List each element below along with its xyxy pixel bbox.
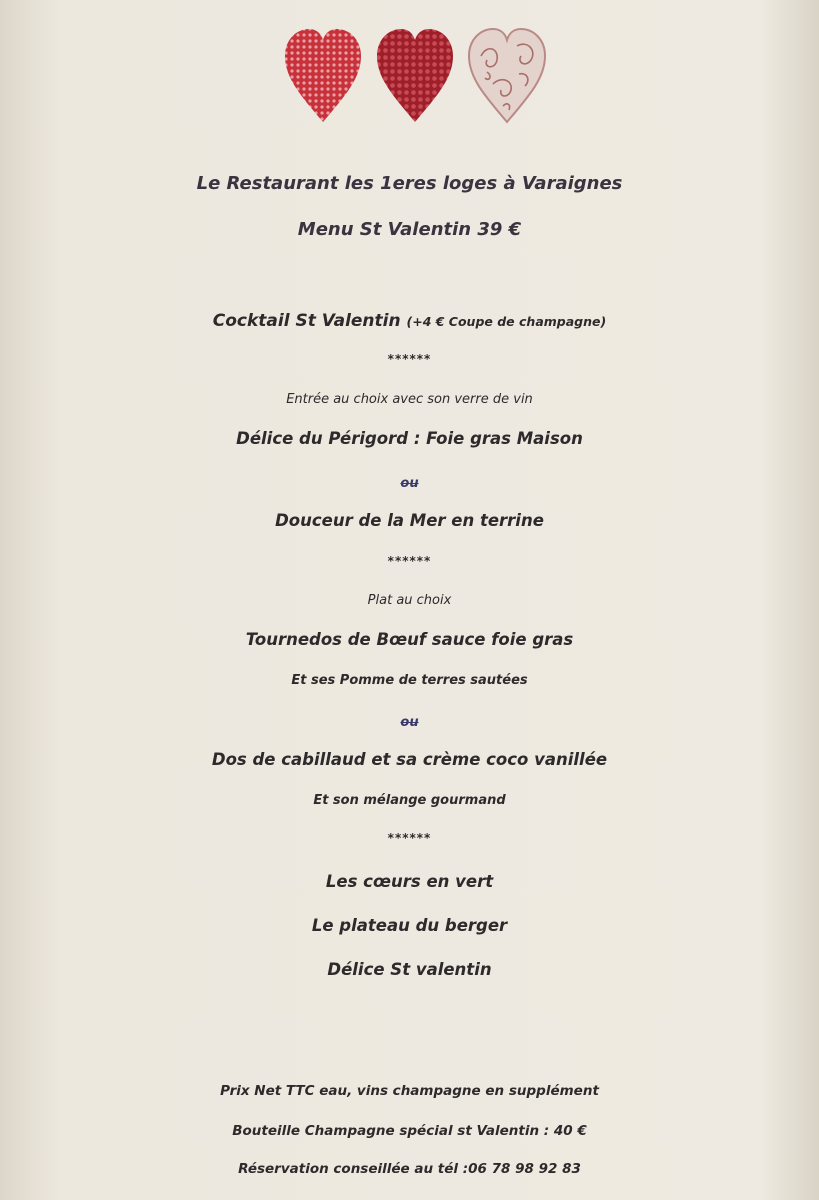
cocktail-line — [0, 313, 819, 330]
footer-prix: Prix Net TTC eau, vins champagne en supplément — [220, 1083, 599, 1099]
heart-red-icon — [283, 26, 363, 124]
dessert-item-1: Les cœurs en vert — [325, 872, 494, 891]
plat-heading: Plat au choix — [367, 593, 452, 608]
dessert-item-2: Le plateau du berger — [311, 916, 508, 935]
dessert-item-3: Délice St valentin — [327, 960, 492, 979]
entree-option-2: Douceur de la Mer en terrine — [275, 511, 544, 530]
cocktail-extra: (+4 € Coupe de champagne) — [406, 314, 607, 329]
plat-option-2: Dos de cabillaud et sa crème coco vanillée — [211, 750, 608, 769]
hearts-decoration — [0, 26, 819, 126]
restaurant-title: Le Restaurant les 1eres loges à Varaignes — [196, 173, 623, 194]
separator-3: ****** — [387, 831, 432, 845]
separator-2: ****** — [387, 554, 432, 568]
entree-heading: Entrée au choix avec son verre de vin — [286, 392, 533, 407]
entree-or: ou — [400, 476, 419, 491]
heart-lace-icon — [467, 26, 547, 124]
footer-bouteille: Bouteille Champagne spécial st Valentin : 40 € — [232, 1123, 587, 1139]
heart-dark-red-icon — [375, 26, 455, 124]
plat-option-2-side: Et son mélange gourmand — [313, 793, 506, 808]
footer-reservation: Réservation conseillée au tél :06 78 98 92 83 — [238, 1161, 581, 1177]
plat-option-1-side: Et ses Pomme de terres sautées — [291, 673, 528, 688]
plat-or: ou — [400, 715, 419, 730]
plat-option-1: Tournedos de Bœuf sauce foie gras — [245, 630, 574, 649]
entree-option-1: Délice du Périgord : Foie gras Maison — [236, 429, 583, 448]
cocktail-name: Cocktail St Valentin — [212, 311, 401, 331]
separator-1: ****** — [387, 352, 432, 366]
menu-title: Menu St Valentin 39 € — [297, 219, 522, 240]
